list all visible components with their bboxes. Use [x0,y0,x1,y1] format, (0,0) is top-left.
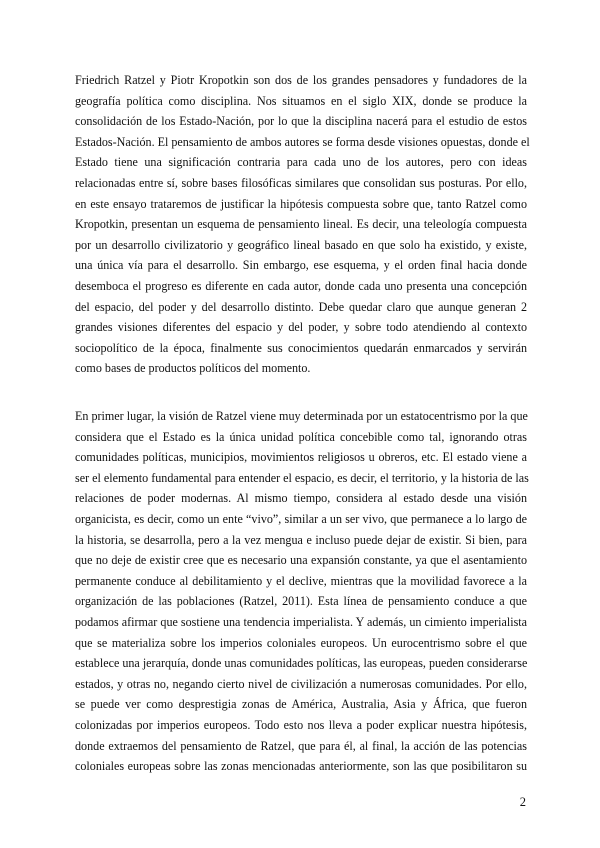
text-line: donde extraemos del pensamiento de Ratzel, que para él, al final, la acción de las potencias [75,738,527,753]
text-line: la historia, se desarrolla, pero a la vez mengua e incluso puede dejar de existir. Si bien, para [75,532,527,547]
text-line: que se materializa sobre los imperios coloniales europeos. Un eurocentrismo sobre el que [75,635,527,650]
text-line: colonizadas por imperios europeos. Todo esto nos lleva a poder explicar nuestra hipótesis, [75,717,527,732]
text-line: coloniales europeas sobre las zonas mencionadas anteriormente, son las que posibilitaron su [75,759,527,774]
paragraph-2 [75,406,527,777]
text-line: por un desarrollo civilizatorio y geográfico lineal basado en que solo ha existido, y existe, [75,237,527,252]
text-line: estados, y otras no, negando cierto nivel de civilización a numerosas comunidades. Por ello, [75,676,527,691]
text-line: sociopolítico de la época, finalmente sus conocimientos quedarán enmarcados y servirán [75,340,527,355]
text-line: permanente conduce al debilitamiento y el declive, mientras que la movilidad favorece a la [75,573,527,588]
text-line: en este ensayo trataremos de justificar la hipótesis compuesta sobre que, tanto Ratzel como [75,196,527,211]
text-line: que no deje de existir cree que es necesario una expansión constante, ya que el asentamiento [75,553,527,568]
text-line: considera que el Estado es la única unidad política concebible como tal, ignorando otras [75,429,527,444]
text-line: En primer lugar, la visión de Ratzel viene muy determinada por un estatocentrismo por la que [75,409,528,423]
text-line: una única vía para el desarrollo. Sin embargo, ese esquema, y el orden final hacia donde [75,258,527,273]
page-number: 2 [519,795,526,809]
text-line: se puede ver como desprestigia zonas de América, Australia, Asia y África, que fueron [75,697,527,712]
text-line: Estados-Nación. El pensamiento de ambos autores se forma desde visiones opuestas, donde el [75,134,530,149]
text-line: Kropotkin, presentan un esquema de pensamiento lineal. Es decir, una teleología compuesta [75,217,527,232]
text-line: establece una jerarquía, donde unas comunidades políticas, las europeas, pueden considerarse [75,656,528,671]
paragraph-1 [75,70,530,379]
text-line: geografía política como disciplina. Nos situamos en el siglo XIX, donde se produce la [75,93,527,108]
text-line: relaciones de poder modernas. Al mismo tiempo, considera al estado desde una visión [75,491,527,506]
text-line: Estado tiene una significación contraria para cada uno de los autores, pero con ideas [75,155,527,170]
text-line: como bases de productos políticos del momento. [75,361,311,376]
text-line: consolidación de los Estado-Nación, por lo que la disciplina nacerá para el estudio de estos [75,114,527,129]
text-line: relacionadas entre sí, sobre bases filosóficas similares que consolidan sus posturas. Por ello, [75,175,527,190]
text-line: grandes visiones diferentes del espacio y del poder, y sobre todo atendiendo al contexto [75,320,527,335]
text-line: del espacio, del poder y del desarrollo distinto. Debe quedar claro que aunque generan 2 [75,299,527,314]
text-line: organización de las poblaciones (Ratzel, 2011). Esta línea de pensamiento conduce a que [75,594,527,609]
text-line: podamos afirmar que sostiene una tendencia imperialista. Y además, un cimiento imperialista [75,614,527,629]
text-line: organicista, es decir, como un ente “vivo”, similar a un ser vivo, que permanece a lo largo de [75,511,527,526]
text-line: ser el elemento fundamental para entender el espacio, es decir, el territorio, y la historia de las [75,470,529,485]
text-line: comunidades políticas, municipios, movimientos religiosos u obreros, etc. El estado viene a [75,450,527,465]
text-line: Friedrich Ratzel y Piotr Kropotkin son dos de los grandes pensadores y fundadores de la [75,73,527,87]
text-line: desemboca el progreso es diferente en cada autor, donde cada uno presenta una concepción [75,278,527,293]
